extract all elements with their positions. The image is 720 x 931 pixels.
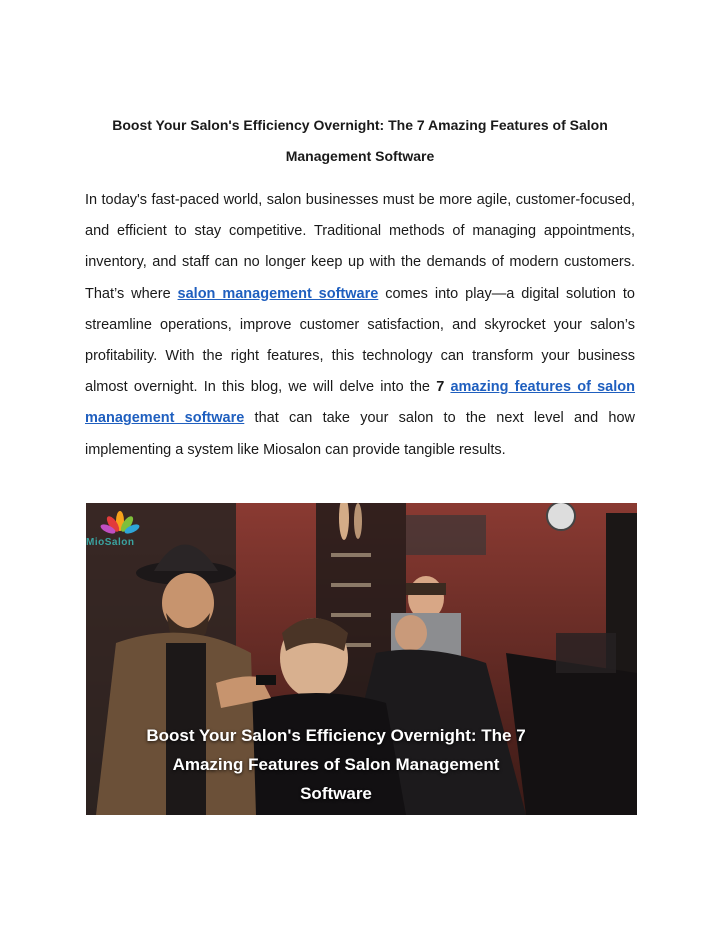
caption-line-2: Amazing Features of Salon Management: [172, 755, 500, 774]
salon-management-software-link[interactable]: salon management software: [177, 285, 379, 302]
caption-line-3: Software: [300, 784, 372, 803]
paragraph-text-2: comes into play—a digital solution to streamline operations, improve customer satisfaction, and skyrocket your salon’s profitability. With the right features, this technology can transform your business almost overnight. In this blog, we will delve into the: [85, 285, 635, 396]
hero-image: [86, 503, 637, 815]
document-title: [85, 110, 635, 172]
paragraph-text-3: that can take your salon to the next level and how implementing a system like Miosalon can provide tangible results.: [85, 410, 635, 458]
title-line-1: Boost Your Salon's Efficiency Overnight: The 7 Amazing Features of Salon: [112, 117, 608, 133]
bold-number: 7: [436, 379, 445, 396]
caption-line-1: Boost Your Salon's Efficiency Overnight: The 7: [146, 726, 526, 745]
hero-caption: [106, 721, 566, 808]
logo-wordmark: MioSalon: [86, 537, 135, 548]
title-line-2: Management Software: [285, 148, 435, 164]
amazing-features-link[interactable]: amazing features of salon management software: [85, 379, 635, 427]
intro-paragraph: [85, 185, 635, 466]
paragraph-text-1: In today's fast-paced world, salon businesses must be more agile, customer-focused, and efficient to stay competitive. Traditional methods of managing appointments, inventory, and staff can no longer keep up with the demands of modern customers. That’s where: [85, 192, 635, 302]
